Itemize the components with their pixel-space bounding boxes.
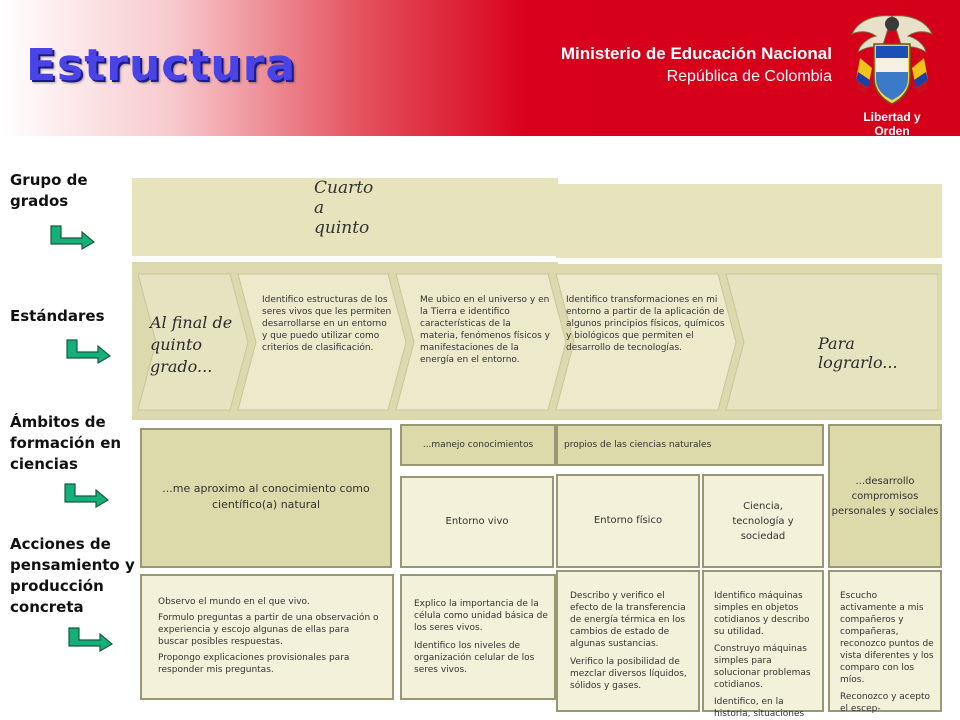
accion-item: Describo y verifico el efecto de la transferencia de energía térmica en los cambios de estado de algunas sustancias. bbox=[570, 591, 686, 649]
motto-text: Libertad y Orden bbox=[863, 110, 921, 138]
acciones-1-box bbox=[140, 574, 394, 700]
cts-box bbox=[702, 474, 824, 568]
acciones-4-box bbox=[702, 570, 824, 719]
entorno-fisico-box bbox=[556, 474, 700, 568]
ambito-2a-text: ...manejo conocimientos bbox=[422, 440, 534, 450]
standard-2: Me ubico en el universo y en la Tierra e identifico características de la materia, fenómenos físicos y manifestaciones de la energía en el entorno. bbox=[420, 295, 550, 365]
arrow-right-icon bbox=[66, 626, 116, 652]
accion-item: Identifico máquinas simples en objetos cotidianos y describo su utilidad. bbox=[714, 591, 810, 637]
label-ambitos: Ámbitos de formación en ciencias bbox=[10, 413, 122, 473]
cts-text: Ciencia, tecnología y sociedad bbox=[732, 500, 794, 542]
arrow-right-icon bbox=[64, 338, 114, 364]
republic-name: República de Colombia bbox=[666, 68, 832, 85]
accion-item: Formulo preguntas a partir de una observación o experiencia y escojo algunas de ellas para buscar posibles respuestas. bbox=[158, 613, 379, 647]
accion-item: Propongo explicaciones provisionales para responder mis preguntas. bbox=[158, 653, 350, 675]
accion-item: Construyo máquinas simples para solucionar problemas cotidianos. bbox=[714, 644, 811, 690]
accion-item: Explico la importancia de la célula como unidad básica de los seres vivos. bbox=[414, 599, 548, 633]
accion-item: Identifico, en la historia, situaciones bbox=[714, 697, 805, 719]
label-acciones: Acciones de pensamiento y producción concreta bbox=[10, 535, 135, 616]
accion-item: Observo el mundo en el que vivo. bbox=[158, 597, 310, 607]
acciones-3-box bbox=[556, 570, 700, 712]
page-title: Estructura bbox=[26, 40, 297, 91]
acciones-2-box bbox=[400, 574, 556, 700]
standard-1: Identifico estructuras de los seres vivos que les permiten desarrollarse en un entorno y que puedo utilizar como criterios de clasificación. bbox=[262, 295, 392, 353]
label-grupo-grados: Grupo de grados bbox=[10, 171, 88, 210]
accion-item: Escucho activamente a mis compañeros y compañeras, reconozco puntos de vista diferentes y los comparo con los míos. bbox=[840, 591, 934, 685]
entorno-fisico-text: Entorno físico bbox=[593, 515, 663, 526]
para-lograrlo-text: Para lograrlo... bbox=[818, 334, 898, 372]
ambito-1-text: ...me aproximo al conocimiento como científico(a) natural bbox=[162, 482, 370, 511]
colombia-coat-of-arms-icon bbox=[846, 10, 938, 126]
arrow-right-icon bbox=[48, 224, 98, 250]
label-estandares: Estándares bbox=[10, 307, 105, 325]
accion-item: Verifico la posibilidad de mezclar diversos líquidos, sólidos y gases. bbox=[570, 657, 687, 691]
intro-text: Al final de quinto grado... bbox=[150, 313, 233, 376]
arrow-right-icon bbox=[62, 482, 112, 508]
accion-item: Reconozco y acepto el escep- bbox=[840, 692, 931, 714]
standard-3: Identifico transformaciones en mi entorno a partir de la aplicación de algunos principios físicos, químicos y biológicos que permiten el desarrollo de tecnologías. bbox=[566, 295, 725, 353]
ministry-name: Ministerio de Educación Nacional bbox=[560, 44, 832, 63]
acciones-5-box bbox=[828, 570, 942, 712]
ambito-3-text: ...desarrollo compromisos personales y sociales bbox=[831, 475, 939, 517]
ambito-2b-box bbox=[556, 424, 824, 466]
accion-item: Identifico los niveles de organización celular de los seres vivos. bbox=[414, 641, 535, 675]
entorno-vivo-box bbox=[400, 476, 554, 568]
ambito-2a-box bbox=[400, 424, 556, 466]
grade-group-title: Cuarto a quinto bbox=[314, 178, 374, 238]
entorno-vivo-text: Entorno vivo bbox=[445, 516, 509, 527]
grade-header-right bbox=[556, 184, 942, 258]
ambito-2b-text: propios de las ciencias naturales bbox=[564, 440, 712, 450]
ministry-block bbox=[561, 44, 832, 86]
ambito-3-box bbox=[828, 424, 942, 568]
